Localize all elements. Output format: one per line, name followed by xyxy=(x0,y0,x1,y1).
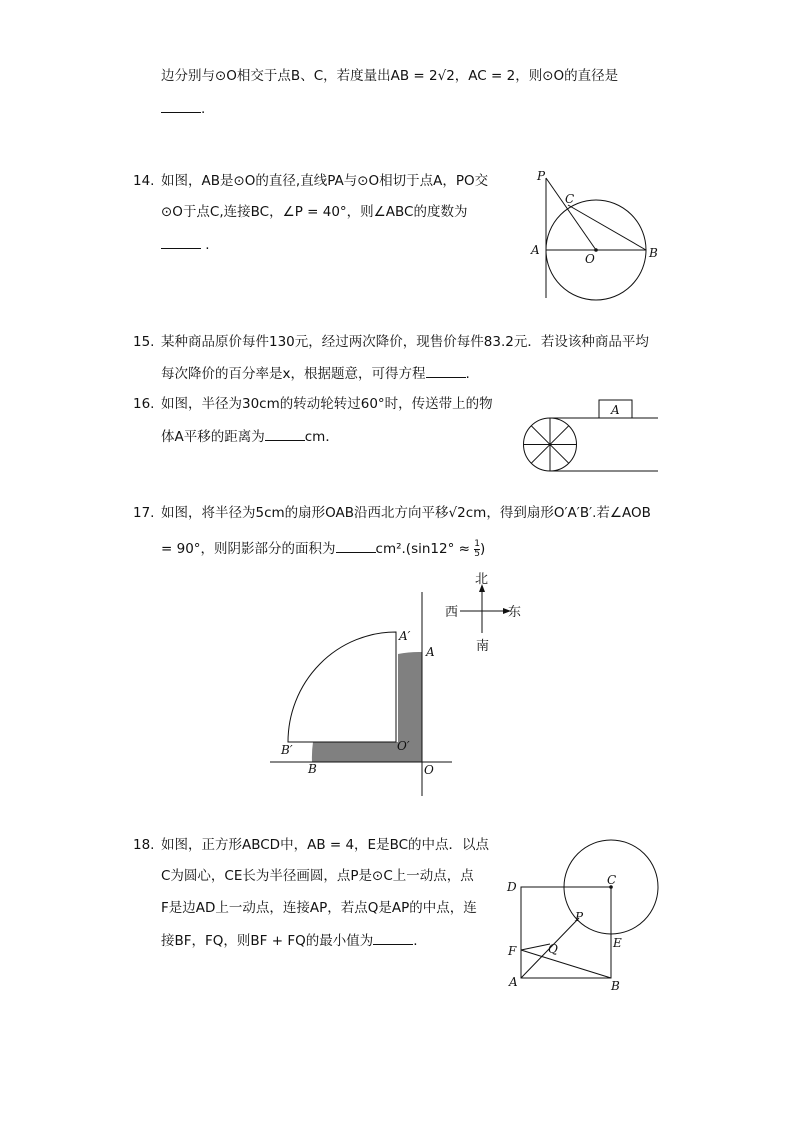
q15-number: 15. xyxy=(133,334,155,350)
answer-blank xyxy=(161,234,201,249)
answer-blank xyxy=(161,98,201,113)
q18-line4: 接BF，FQ，则BF + FQ的最小值为 . xyxy=(161,930,418,951)
label-o-prime: O′ xyxy=(397,739,410,753)
q14-figure xyxy=(525,168,665,308)
label-a: A xyxy=(509,975,518,989)
segment-fq xyxy=(521,944,550,950)
answer-blank xyxy=(265,426,305,441)
label-o: O xyxy=(585,252,595,266)
q17-number: 17. xyxy=(133,505,155,521)
answer-blank xyxy=(373,930,413,945)
label-o: O xyxy=(424,763,434,777)
compass-south: 南 xyxy=(476,639,490,654)
q14-line1: 如图，AB是⊙O的直径,直线PA与⊙O相切于点A，PO交 xyxy=(161,173,489,189)
label-q: Q xyxy=(548,942,558,956)
compass-north: 北 xyxy=(475,572,489,587)
q15-line1: 某种商品原价每件130元，经过两次降价，现售价每件83.2元．若设该种商品平均 xyxy=(161,334,649,350)
label-e: E xyxy=(613,936,622,950)
label-b-prime: B′ xyxy=(281,743,293,757)
label-b: B xyxy=(649,246,658,260)
fraction-one-fifth: $\frac{1}{5}$ xyxy=(474,538,480,559)
q18-line3: F是边AD上一动点，连接AP，若点Q是AP的中点，连 xyxy=(161,900,477,916)
q18-line1: 如图，正方形ABCD中，AB = 4，E是BC的中点．以点 xyxy=(161,837,490,853)
q16-number: 16. xyxy=(133,396,155,412)
q16-line2: 体A平移的距离为 cm． xyxy=(161,426,339,447)
q18-figure xyxy=(505,830,665,1000)
segment-bc xyxy=(568,205,646,250)
q13-line1: 边分别与⊙O相交于点B、C，若度量出AB = 2√2，AC = 2，则⊙O的直径是 xyxy=(161,68,619,84)
q16-figure xyxy=(520,396,670,476)
compass-east: 东 xyxy=(508,605,522,620)
q18-line2: C为圆心，CE长为半径画圆，点P是⊙C上一动点，点 xyxy=(161,868,474,884)
q15-line2: 每次降价的百分率是x，根据题意，可得方程 . xyxy=(161,363,470,384)
label-c: C xyxy=(607,873,617,887)
compass-west: 西 xyxy=(445,605,459,620)
q17-line2: = 90°，则阴影部分的面积为 cm².(sin12° ≈ $\frac{1}{5}$ ) xyxy=(161,538,486,559)
segment-po xyxy=(546,178,596,250)
label-c: C xyxy=(565,192,575,206)
label-p: P xyxy=(537,169,546,183)
answer-blank xyxy=(336,538,376,553)
label-a: A xyxy=(426,645,435,659)
q13-line2: . xyxy=(161,98,205,119)
q18-number: 18. xyxy=(133,837,155,853)
label-b: B xyxy=(611,979,620,993)
label-a: A xyxy=(611,403,620,417)
label-a: A xyxy=(531,243,540,257)
label-p: P xyxy=(575,910,584,924)
label-a-prime: A′ xyxy=(399,629,411,643)
label-d: D xyxy=(507,880,517,894)
label-b: B xyxy=(308,762,317,776)
q14-line2: ⊙O于点C,连接BC，∠P = 40°，则∠ABC的度数为 xyxy=(161,204,468,220)
label-f: F xyxy=(508,944,517,958)
answer-blank xyxy=(426,363,466,378)
q14-line3: . xyxy=(161,234,210,255)
q16-line1: 如图，半径为30cm的转动轮转过60°时，传送带上的物 xyxy=(161,396,493,412)
q14-number: 14. xyxy=(133,173,155,189)
sector-translated xyxy=(288,632,396,742)
q17-line1: 如图，将半径为5cm的扇形OAB沿西北方向平移√2cm，得到扇形O′A′B′.若∠AOB xyxy=(161,505,651,521)
q17-figure xyxy=(268,570,528,800)
